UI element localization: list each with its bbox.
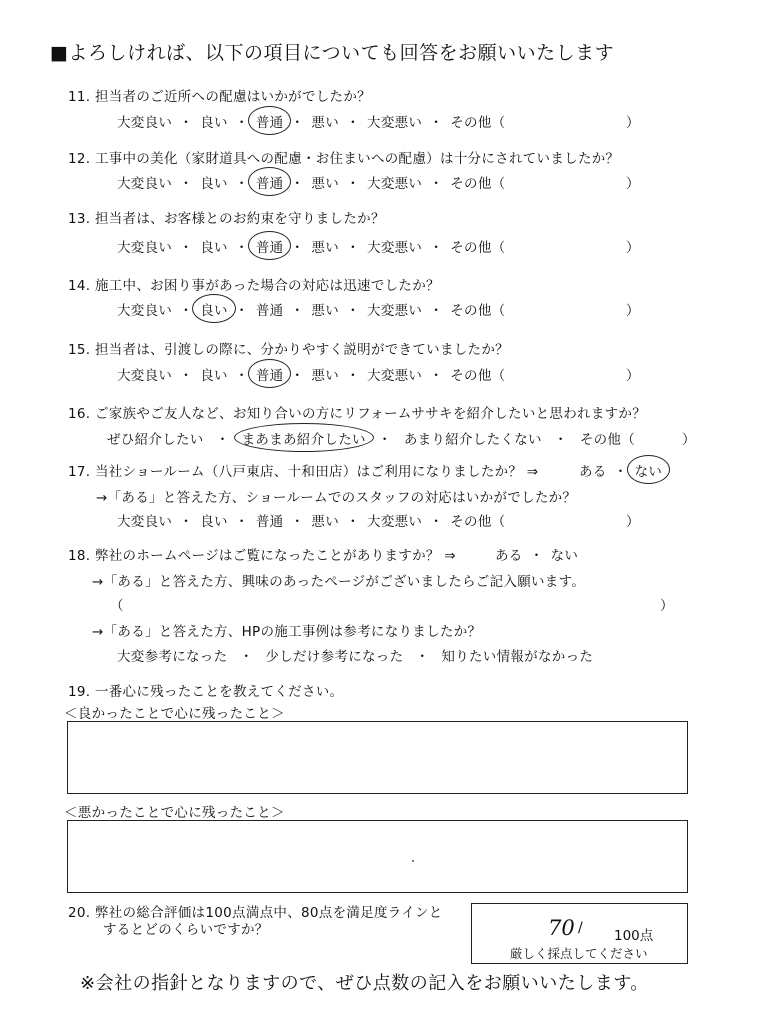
q18-options: 大変参考になった ・ 少しだけ参考になった ・ 知りたい情報がなかった [115, 645, 595, 665]
q18-paren-open[interactable]: （ [110, 598, 124, 614]
q17-no-selected[interactable]: ない [633, 460, 665, 480]
q14-option[interactable]: 悪い [311, 303, 340, 319]
q17-option[interactable]: 普通 [255, 514, 284, 530]
q16-option[interactable]: ぜひ紹介したい [107, 432, 204, 448]
q18-sub2: →「ある」と答えた方、HPの施工事例は参考になりましたか？ [92, 624, 482, 640]
question-12: 12. 工事中の美化（家財道具への配慮・お住まいへの配慮）は十分にされていましたか？ [68, 151, 620, 167]
question-19: 19. 一番心に残ったことを教えてください。 [68, 684, 344, 700]
question-16: 16. ご家族やご友人など、お知り合いの方にリフォームササキを紹介したいと思われますか？ [68, 406, 647, 422]
q13-options: 大変良い ・ 良い ・ 普通 ・ 悪い ・ 大変悪い ・ その他（ [115, 236, 507, 256]
q13-close: ） [626, 240, 640, 256]
q14-option-selected[interactable]: 良い [198, 299, 230, 319]
q19-good-textbox[interactable] [67, 721, 688, 794]
q17-option[interactable]: その他（ [450, 514, 506, 530]
q19-good-label: ＜良かったことで心に残ったこと＞ [64, 706, 285, 722]
q14-option[interactable]: その他（ [450, 303, 506, 319]
q13-option[interactable]: 大変悪い [367, 240, 423, 256]
q17-option[interactable]: 大変悪い [367, 514, 423, 530]
footer-note: ※会社の指針となりますので、ぜひ点数の記入をお願いいたします。 [80, 973, 649, 994]
q15-option[interactable]: 悪い [311, 368, 340, 384]
q13-option[interactable]: その他（ [450, 240, 506, 256]
score-handwritten: 70 [548, 916, 575, 940]
q12-close: ） [626, 176, 640, 192]
q11-option[interactable]: 悪い [311, 115, 340, 131]
q17-option[interactable]: 大変良い [117, 514, 173, 530]
q14-option[interactable]: 大変良い [117, 303, 173, 319]
question-15: 15. 担当者は、引渡しの際に、分かりやすく説明ができていましたか？ [68, 342, 509, 358]
q18-option[interactable]: 大変参考になった [117, 649, 228, 665]
q14-options: 大変良い ・ 良い ・ 普通 ・ 悪い ・ 大変悪い ・ その他（ [115, 299, 507, 319]
q15-option[interactable]: その他（ [450, 368, 506, 384]
question-20-line1: 20. 弊社の総合評価は100点満点中、80点を満足度ラインと [68, 905, 443, 921]
q11-option[interactable]: 大変良い [117, 115, 173, 131]
q18-yes[interactable]: ある [495, 548, 523, 564]
score-note: 厳しく採点してください [510, 946, 648, 961]
q11-close: ） [626, 115, 640, 131]
page-heading: ■よろしければ、以下の項目についても回答をお願いいたします [50, 42, 615, 64]
q17-option[interactable]: 悪い [311, 514, 340, 530]
q19-bad-textbox[interactable] [67, 820, 688, 893]
score-slash: / [578, 920, 583, 936]
q12-option[interactable]: その他（ [450, 176, 506, 192]
q17-close: ） [626, 514, 640, 530]
q18-option[interactable]: 少しだけ参考になった [265, 649, 404, 665]
q18-no[interactable]: ない [550, 548, 579, 564]
question-17: 17. 当社ショールーム（八戸東店、十和田店）はご利用になりましたか？ ⇒ [68, 464, 539, 480]
question-14: 14. 施工中、お困り事があった場合の対応は迅速でしたか？ [68, 278, 440, 294]
score-max: 100点 [614, 928, 654, 944]
q16-options: ぜひ紹介したい ・ まあまあ紹介したい ・ あまり紹介したくない ・ その他（ [105, 428, 637, 448]
q15-option-selected[interactable]: 普通 [254, 364, 286, 384]
question-18: 18. 弊社のホームページはご覧になったことがありますか？ ⇒ [68, 548, 456, 564]
question-11: 11. 担当者のご近所への配慮はいかがでしたか？ [68, 89, 371, 105]
q19-bad-label: ＜悪かったことで心に残ったこと＞ [64, 805, 285, 821]
question-13: 13. 担当者は、お客様とのお約束を守りましたか？ [68, 211, 385, 227]
q11-option[interactable]: その他（ [450, 115, 506, 131]
q15-option[interactable]: 大変悪い [367, 368, 423, 384]
q13-option[interactable]: 大変良い [117, 240, 173, 256]
q12-option[interactable]: 大変良い [117, 176, 173, 192]
q13-option[interactable]: 良い [200, 240, 228, 256]
q17-answers: ある ・ ない [577, 460, 664, 480]
q15-close: ） [626, 368, 640, 384]
stray-mark [412, 860, 414, 862]
q12-option-selected[interactable]: 普通 [254, 172, 286, 192]
q11-option[interactable]: 良い [200, 115, 228, 131]
q13-option[interactable]: 悪い [311, 240, 340, 256]
q14-close: ） [626, 303, 640, 319]
q14-option[interactable]: 普通 [255, 303, 284, 319]
q11-option-selected[interactable]: 普通 [254, 111, 286, 131]
q15-option[interactable]: 大変良い [117, 368, 173, 384]
q15-options: 大変良い ・ 良い ・ 普通 ・ 悪い ・ 大変悪い ・ その他（ [115, 364, 507, 384]
q18-option[interactable]: 知りたい情報がなかった [441, 649, 594, 665]
q16-option-selected[interactable]: まあまあ紹介したい [240, 428, 368, 448]
q16-close: ） [682, 432, 696, 448]
q12-option[interactable]: 悪い [311, 176, 340, 192]
q13-option-selected[interactable]: 普通 [254, 236, 286, 256]
q12-options: 大変良い ・ 良い ・ 普通 ・ 悪い ・ 大変悪い ・ その他（ [115, 172, 507, 192]
q16-option[interactable]: あまり紹介したくない [403, 432, 542, 448]
q17-option[interactable]: 良い [200, 514, 228, 530]
q17-sub: →「ある」と答えた方、ショールームでのスタッフの対応はいかがでしたか？ [96, 490, 577, 506]
q17-yes[interactable]: ある [579, 464, 607, 480]
q12-option[interactable]: 大変悪い [367, 176, 423, 192]
score-box[interactable] [471, 903, 688, 964]
q12-option[interactable]: 良い [200, 176, 228, 192]
q16-option[interactable]: その他（ [579, 432, 636, 448]
question-20-line2: するとどのくらいですか？ [103, 922, 269, 938]
q18-paren-close: ） [660, 598, 674, 614]
q11-options: 大変良い ・ 良い ・ 普通 ・ 悪い ・ 大変悪い ・ その他（ [115, 111, 507, 131]
q17-options: 大変良い ・ 良い ・ 普通 ・ 悪い ・ 大変悪い ・ その他（ [115, 510, 507, 530]
q18-answers: ある ・ ない [493, 544, 580, 564]
q15-option[interactable]: 良い [200, 368, 228, 384]
q18-sub1: →「ある」と答えた方、興味のあったページがございましたらご記入願います。 [92, 574, 586, 590]
q11-option[interactable]: 大変悪い [367, 115, 423, 131]
q14-option[interactable]: 大変悪い [367, 303, 423, 319]
